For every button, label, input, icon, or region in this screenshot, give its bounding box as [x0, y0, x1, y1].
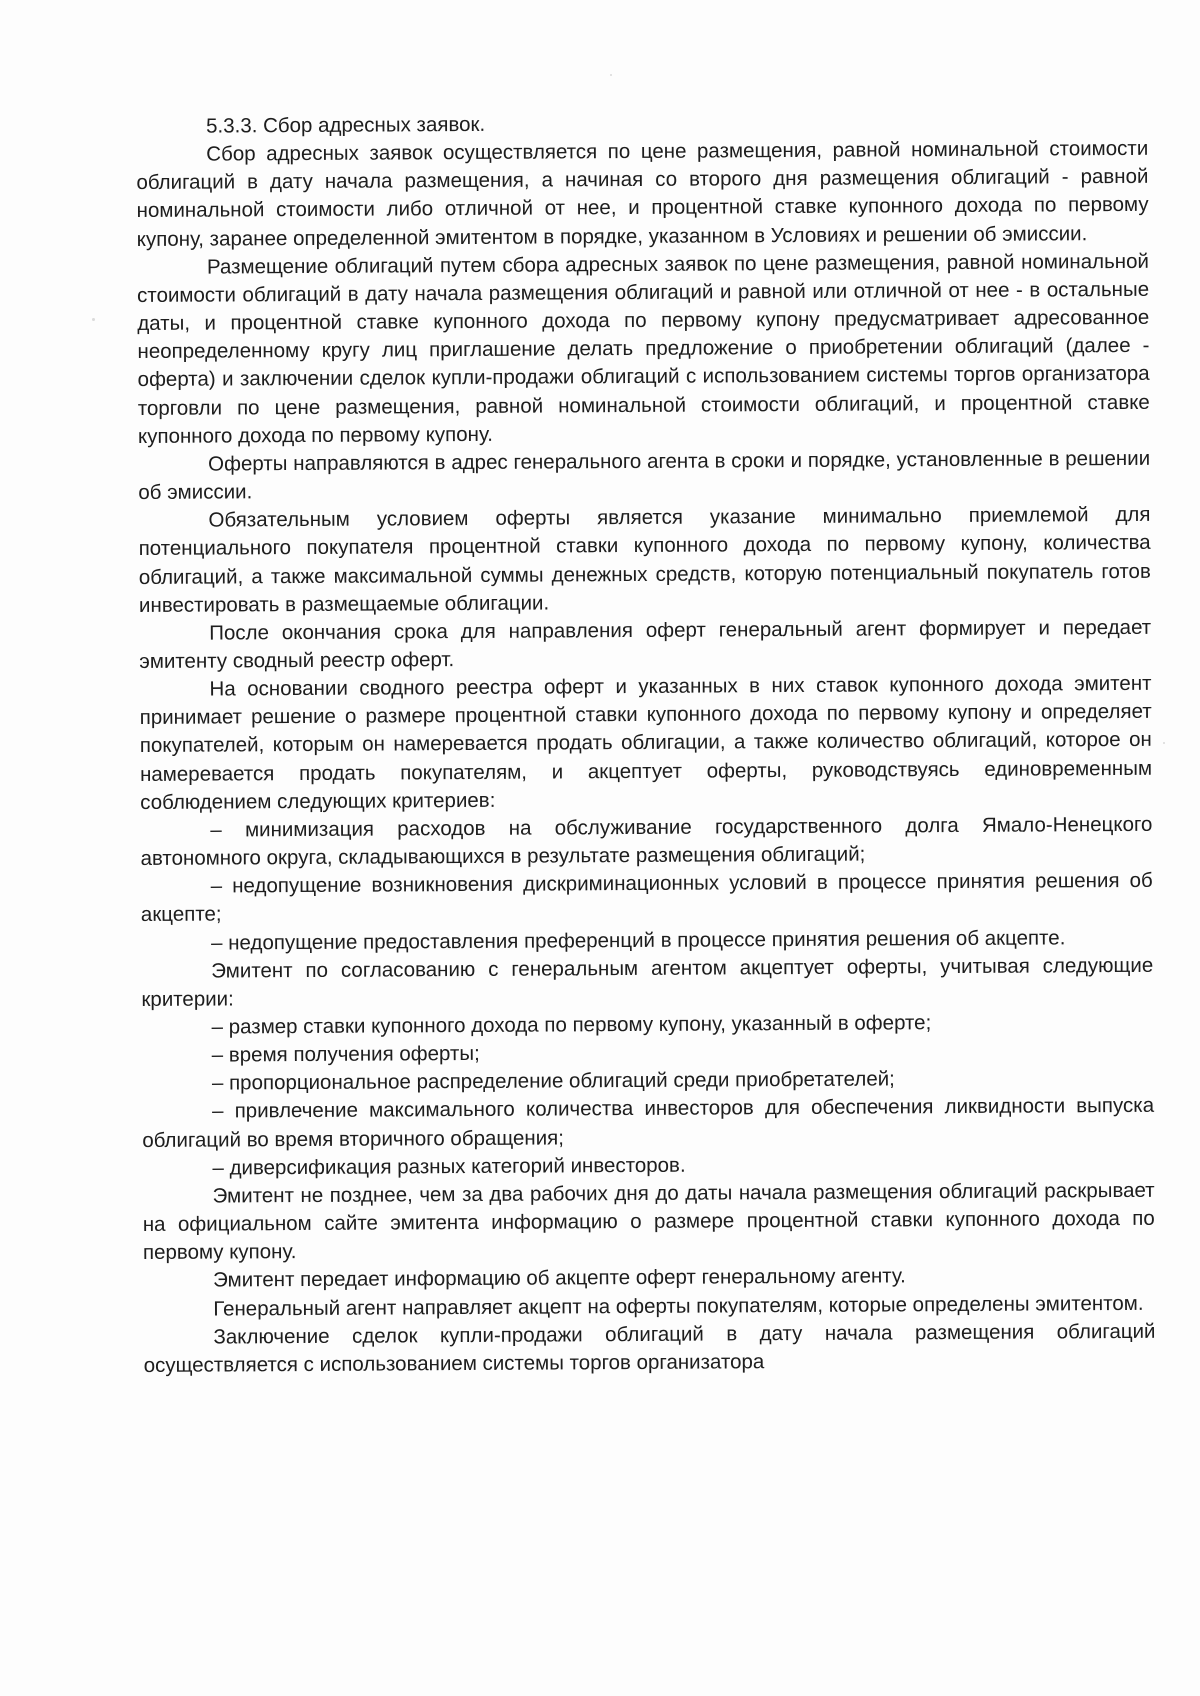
section-heading: 5.3.3. Сбор адресных заявок.: [206, 112, 486, 138]
paragraph: Оферты направляются в адрес генерального агента в сроки и порядке, установленные в решении об эмиссии.: [138, 446, 1151, 505]
criteria-item: – недопущение возникновения дискриминационных условий в процессе принятия решения об акцепте;: [140, 869, 1153, 927]
paragraph: Эмитент передает информацию об акцепте оферт генеральному агенту.: [213, 1264, 906, 1292]
paragraph: Сбор адресных заявок осуществляется по цене размещения, равной номинальной стоимости облигаций в дату начала размещения, а начиная со второго дня размещения облигаций - равной номинальной стоимости либо отличной от нее, и процентной ставке купонного дохода по первому купону, заранее определенной эмитентом в порядке, указанном в Условиях и решении об эмиссии.: [136, 136, 1149, 251]
scan-speck: [610, 74, 612, 76]
paragraph: Эмитент не позднее, чем за два рабочих дня до даты начала размещения облигаций раскрывает на официальном сайте эмитента информацию о размере процентной ставки купонного дохода по первому купону.: [142, 1178, 1155, 1265]
criteria-item: – размер ставки купонного дохода по первому купону, указанный в оферте;: [211, 1011, 932, 1039]
paragraph: Заключение сделок купли-продажи облигаций в дату начала размещения облигаций осуществляется с использованием системы торгов организатора: [143, 1319, 1156, 1377]
paragraph: Обязательным условием оферты является указание минимально приемлемой для потенциального покупателя процентной ставки купонного дохода по первому купону, количества облигаций, а также максимальной суммы денежных средств, которую потенциальный покупатель готов инвестировать в размещаемые облигации.: [138, 502, 1151, 617]
scan-speck: [1163, 742, 1165, 744]
scan-speck: [92, 318, 95, 321]
paragraph: На основании сводного реестра оферт и указанных в них ставок купонного дохода эмитент принимает решение о размере процентной ставки купонного дохода по первому купону и определяет покупателей, которым он намеревается продать облигации, а также количество облигаций, которое он намеревается продать покупателям, и акцептует оферты, руководствуясь единовременным соблюдением следующих критериев:: [139, 671, 1153, 814]
criteria-item: – пропорциональное распределение облигаций среди приобретателей;: [211, 1067, 895, 1095]
criteria-item: – привлечение максимального количества инвесторов для обеспечения ликвидности выпуска облигаций во время вторичного обращения;: [142, 1094, 1155, 1152]
paragraph: Генеральный агент направляет акцепт на оферты покупателям, которые определены эмитентом.: [213, 1291, 1144, 1321]
criteria-item: – диверсификация разных категорий инвесторов.: [212, 1153, 686, 1180]
criteria-item: – минимизация расходов на обслуживание государственного долга Ямало-Ненецкого автономного округа, складывающихся в результате размещения облигаций;: [140, 812, 1153, 871]
criteria-item: – недопущение предоставления преференций в процессе принятия решения об акцепте.: [210, 925, 1066, 955]
document-body: [136, 107, 1156, 1380]
paragraph: Эмитент по согласованию с генеральным агентом акцептует оферты, учитывая следующие критерии:: [141, 953, 1154, 1011]
paragraph: После окончания срока для направления оферт генеральный агент формирует и передает эмитенту сводный реестр оферт.: [139, 615, 1152, 673]
criteria-item: – время получения оферты;: [211, 1042, 480, 1067]
paragraph: Размещение облигаций путем сбора адресных заявок по цене размещения, равной номинальной стоимости облигаций в дату начала размещения облигаций и равной или отличной от нее - в остальные даты, и процентной ставке купонного дохода по первому купону предусматривает адресованное неопределенному кругу лиц приглашение делать предложение о приобретении облигаций (далее - оферта) и заключении сделок купли-продажи облигаций с использованием системы торгов организатора торговли по цене размещения, равной номинальной стоимости облигаций, и процентной ставке купонного дохода по первому купону.: [137, 249, 1150, 448]
